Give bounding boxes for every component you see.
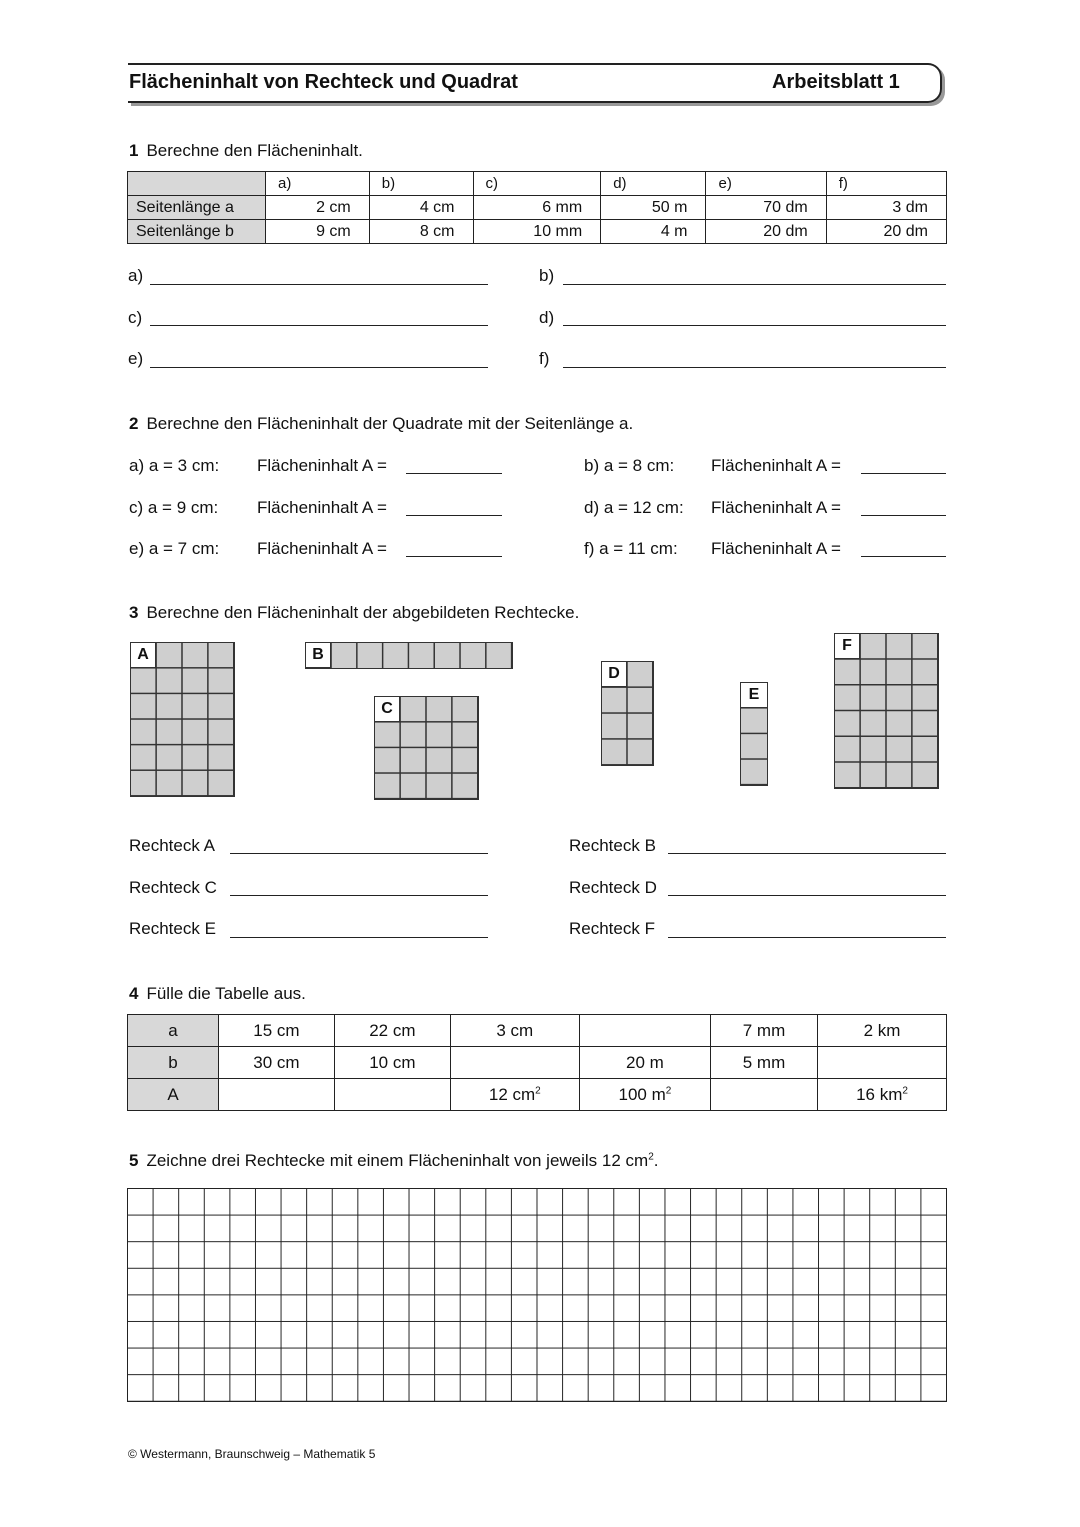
- area-label: Flächeninhalt A =: [711, 539, 841, 558]
- answer-label: b): [539, 266, 555, 285]
- answer-label: e): [128, 349, 144, 368]
- sheet-label: Arbeitsblatt 1: [772, 71, 900, 93]
- answer-line[interactable]: [563, 367, 946, 368]
- answer-label: d): [539, 308, 555, 327]
- figure-label-d: D: [602, 662, 627, 687]
- answer-line[interactable]: [150, 325, 488, 326]
- answer-line[interactable]: [861, 473, 946, 474]
- square-item: e) a = 7 cm:: [129, 539, 220, 558]
- answer-label: Rechteck F: [569, 919, 655, 938]
- figure-label-a: A: [131, 643, 156, 668]
- answer-line[interactable]: [230, 895, 488, 896]
- figure-label-c: C: [375, 697, 400, 722]
- answer-label: Rechteck A: [129, 836, 215, 855]
- answer-line[interactable]: [668, 895, 946, 896]
- square-item: c) a = 9 cm:: [129, 498, 219, 517]
- area-label: Flächeninhalt A =: [257, 456, 387, 475]
- task3-heading: 3 Berechne den Flächeninhalt der abgebildeten Rechtecke.: [129, 603, 580, 622]
- answer-line[interactable]: [406, 515, 502, 516]
- answer-line[interactable]: [150, 367, 488, 368]
- area-label: Flächeninhalt A =: [711, 498, 841, 517]
- answer-line[interactable]: [668, 937, 946, 938]
- answer-line[interactable]: [150, 284, 488, 285]
- area-label: Flächeninhalt A =: [257, 539, 387, 558]
- answer-line[interactable]: [668, 853, 946, 854]
- answer-label: Rechteck B: [569, 836, 656, 855]
- task4-heading: 4 Fülle die Tabelle aus.: [129, 984, 306, 1003]
- answer-line[interactable]: [861, 515, 946, 516]
- answer-line[interactable]: [406, 473, 502, 474]
- figure-label-e: E: [741, 683, 767, 708]
- figure-label-f: F: [835, 634, 860, 659]
- answer-label: a): [128, 266, 144, 285]
- answer-line[interactable]: [861, 556, 946, 557]
- answer-line[interactable]: [230, 853, 488, 854]
- task4-table: a 15 cm 22 cm 3 cm 7 mm 2 km b 30 cm 10 cm 20 m 5 mm A 12 $cm^2$ 100 $m^2$ 16 $km^2$: [127, 1014, 947, 1111]
- task5-heading: 5 Zeichne drei Rechtecke mit einem Flächeninhalt von jeweils 12 $cm^2$.: [129, 1151, 659, 1170]
- answer-label: Rechteck D: [569, 878, 657, 897]
- answer-label: f): [539, 349, 550, 368]
- answer-line[interactable]: [563, 284, 946, 285]
- answer-line[interactable]: [563, 325, 946, 326]
- task2-heading: 2 Berechne den Flächeninhalt der Quadrate mit der Seitenlänge a.: [129, 414, 634, 433]
- answer-line[interactable]: [230, 937, 488, 938]
- rectangle-b: [305, 642, 513, 669]
- square-item: d) a = 12 cm:: [584, 498, 684, 517]
- answer-label: c): [128, 308, 143, 327]
- square-item: f) a = 11 cm:: [584, 539, 678, 558]
- answer-label: Rechteck E: [129, 919, 216, 938]
- footer-copyright: © Westermann, Braunschweig – Mathematik 5: [128, 1447, 376, 1461]
- area-label: Flächeninhalt A =: [711, 456, 841, 475]
- task1-table: a) b) c) d) e) f) Seitenlänge a 2 cm 4 cm 6 mm 50 m 70 dm 3 dm Seitenlänge b 9 cm 8 cm 10 mm 4 m 20 dm 20 dm: [127, 171, 947, 244]
- answer-label: Rechteck C: [129, 878, 217, 897]
- square-item: a) a = 3 cm:: [129, 456, 220, 475]
- area-label: Flächeninhalt A =: [257, 498, 387, 517]
- task1-heading: 1 Berechne den Flächeninhalt.: [129, 141, 363, 160]
- square-item: b) a = 8 cm:: [584, 456, 675, 475]
- drawing-grid[interactable]: [127, 1188, 947, 1402]
- figure-label-b: B: [306, 643, 331, 668]
- answer-line[interactable]: [406, 556, 502, 557]
- worksheet-title: Flächeninhalt von Rechteck und Quadrat: [129, 71, 518, 93]
